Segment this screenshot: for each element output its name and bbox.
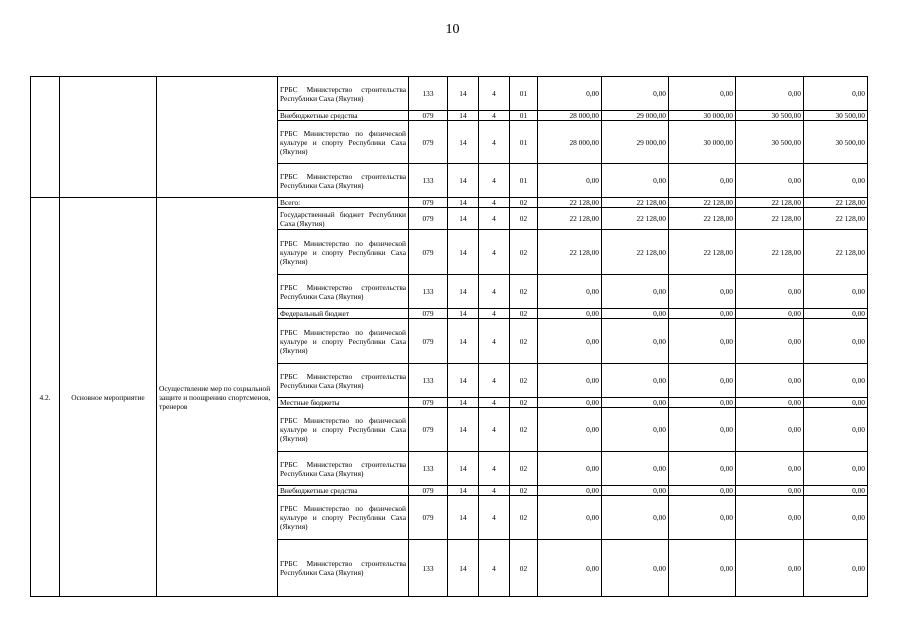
amount-cell: 0,00 [736, 486, 804, 496]
section-code-cell: 14 [448, 198, 479, 208]
amount-cell: 30 000,00 [669, 121, 736, 164]
subsection-code-cell: 4 [479, 398, 510, 408]
subsection-code-cell: 4 [479, 408, 510, 452]
amount-cell: 0,00 [669, 77, 736, 111]
amount-cell: 0,00 [669, 309, 736, 319]
subsection-code-cell: 4 [479, 77, 510, 111]
amount-cell: 22 128,00 [602, 198, 669, 208]
funding-source-cell: ГРБС Министерство по физической культуре и спорту Республики Саха (Якутия) [278, 408, 409, 452]
amount-cell: 0,00 [669, 452, 736, 486]
item-number-cell: 4.2. [31, 198, 60, 597]
amount-cell: 0,00 [804, 164, 868, 198]
grbs-code-cell: 079 [409, 398, 448, 408]
grbs-code-cell: 079 [409, 230, 448, 275]
amount-cell: 0,00 [804, 540, 868, 597]
section-code-cell: 14 [448, 230, 479, 275]
grbs-code-cell: 133 [409, 77, 448, 111]
item-code-cell: 02 [510, 540, 538, 597]
amount-cell: 0,00 [804, 452, 868, 486]
amount-cell: 0,00 [538, 398, 602, 408]
amount-cell: 0,00 [804, 309, 868, 319]
amount-cell: 22 128,00 [538, 208, 602, 230]
amount-cell: 30 500,00 [804, 121, 868, 164]
amount-cell: 0,00 [538, 486, 602, 496]
subsection-code-cell: 4 [479, 111, 510, 121]
item-code-cell: 02 [510, 230, 538, 275]
grbs-code-cell: 079 [409, 198, 448, 208]
section-code-cell: 14 [448, 111, 479, 121]
amount-cell: 0,00 [804, 275, 868, 309]
amount-cell: 22 128,00 [669, 208, 736, 230]
section-code-cell: 14 [448, 486, 479, 496]
subsection-code-cell: 4 [479, 198, 510, 208]
amount-cell: 0,00 [602, 77, 669, 111]
amount-cell: 0,00 [538, 540, 602, 597]
amount-cell: 0,00 [669, 275, 736, 309]
amount-cell: 0,00 [669, 319, 736, 364]
amount-cell: 0,00 [736, 319, 804, 364]
funding-source-cell: ГРБС Министерство по физической культуре и спорту Республики Саха (Якутия) [278, 121, 409, 164]
amount-cell: 0,00 [602, 275, 669, 309]
amount-cell: 0,00 [669, 540, 736, 597]
grbs-code-cell: 079 [409, 408, 448, 452]
amount-cell: 0,00 [538, 309, 602, 319]
amount-cell: 0,00 [804, 486, 868, 496]
grbs-code-cell: 079 [409, 309, 448, 319]
amount-cell: 0,00 [736, 77, 804, 111]
amount-cell: 22 128,00 [669, 230, 736, 275]
funding-source-cell: ГРБС Министерство строительства Республики Саха (Якутия) [278, 364, 409, 398]
page-number: 10 [445, 22, 460, 37]
funding-source-cell: Всего: [278, 198, 409, 208]
amount-cell: 0,00 [736, 408, 804, 452]
amount-cell: 28 000,00 [538, 111, 602, 121]
amount-cell: 22 128,00 [804, 208, 868, 230]
section-code-cell: 14 [448, 121, 479, 164]
funding-source-cell: ГРБС Министерство строительства Республики Саха (Якутия) [278, 164, 409, 198]
item-type-cell [60, 77, 157, 198]
item-code-cell: 02 [510, 452, 538, 486]
amount-cell: 0,00 [538, 408, 602, 452]
amount-cell: 0,00 [602, 309, 669, 319]
amount-cell: 22 128,00 [538, 198, 602, 208]
amount-cell: 0,00 [804, 408, 868, 452]
subsection-code-cell: 4 [479, 319, 510, 364]
item-name-cell [157, 77, 278, 198]
funding-source-cell: ГРБС Министерство строительства Республики Саха (Якутия) [278, 77, 409, 111]
amount-cell: 0,00 [736, 275, 804, 309]
table-body-group-b [31, 198, 868, 597]
funding-source-cell: Государственный бюджет Республики Саха (Якутия) [278, 208, 409, 230]
section-code-cell: 14 [448, 408, 479, 452]
funding-source-cell: Федеральный бюджет [278, 309, 409, 319]
amount-cell: 0,00 [538, 452, 602, 486]
amount-cell: 0,00 [804, 364, 868, 398]
item-code-cell: 01 [510, 111, 538, 121]
amount-cell: 22 128,00 [602, 208, 669, 230]
funding-source-cell: ГРБС Министерство по физической культуре и спорту Республики Саха (Якутия) [278, 496, 409, 540]
subsection-code-cell: 4 [479, 486, 510, 496]
amount-cell: 0,00 [669, 496, 736, 540]
amount-cell: 28 000,00 [538, 121, 602, 164]
grbs-code-cell: 133 [409, 164, 448, 198]
amount-cell: 0,00 [538, 77, 602, 111]
amount-cell: 0,00 [736, 364, 804, 398]
amount-cell: 0,00 [602, 496, 669, 540]
item-code-cell: 01 [510, 77, 538, 111]
item-code-cell: 02 [510, 275, 538, 309]
section-code-cell: 14 [448, 364, 479, 398]
subsection-code-cell: 4 [479, 230, 510, 275]
item-code-cell: 02 [510, 364, 538, 398]
amount-cell: 0,00 [736, 540, 804, 597]
amount-cell: 22 128,00 [804, 230, 868, 275]
subsection-code-cell: 4 [479, 208, 510, 230]
item-code-cell: 02 [510, 486, 538, 496]
section-code-cell: 14 [448, 540, 479, 597]
amount-cell: 0,00 [804, 77, 868, 111]
amount-cell: 0,00 [602, 452, 669, 486]
amount-cell: 0,00 [538, 275, 602, 309]
amount-cell: 22 128,00 [669, 198, 736, 208]
amount-cell: 0,00 [602, 408, 669, 452]
funding-source-cell: Местные бюджеты [278, 398, 409, 408]
item-name-cell: Осуществление мер по социальной защите и поощрению спортсменов, тренеров [157, 198, 278, 597]
amount-cell: 0,00 [736, 309, 804, 319]
amount-cell: 0,00 [804, 496, 868, 540]
table-row [31, 77, 868, 111]
amount-cell: 22 128,00 [736, 230, 804, 275]
section-code-cell: 14 [448, 77, 479, 111]
amount-cell: 0,00 [669, 364, 736, 398]
section-code-cell: 14 [448, 164, 479, 198]
amount-cell: 0,00 [602, 486, 669, 496]
section-code-cell: 14 [448, 496, 479, 540]
subsection-code-cell: 4 [479, 309, 510, 319]
funding-source-cell: ГРБС Министерство по физической культуре и спорту Республики Саха (Якутия) [278, 230, 409, 275]
section-code-cell: 14 [448, 319, 479, 364]
item-code-cell: 02 [510, 198, 538, 208]
section-code-cell: 14 [448, 275, 479, 309]
section-code-cell: 14 [448, 452, 479, 486]
section-code-cell: 14 [448, 208, 479, 230]
amount-cell: 0,00 [602, 364, 669, 398]
amount-cell: 0,00 [602, 164, 669, 198]
amount-cell: 30 500,00 [804, 111, 868, 121]
amount-cell: 0,00 [736, 164, 804, 198]
grbs-code-cell: 079 [409, 208, 448, 230]
subsection-code-cell: 4 [479, 164, 510, 198]
amount-cell: 30 000,00 [669, 111, 736, 121]
amount-cell: 29 000,00 [602, 121, 669, 164]
funding-source-cell: ГРБС Министерство строительства Республики Саха (Якутия) [278, 540, 409, 597]
amount-cell: 0,00 [602, 540, 669, 597]
amount-cell: 22 128,00 [736, 208, 804, 230]
grbs-code-cell: 133 [409, 452, 448, 486]
item-code-cell: 02 [510, 319, 538, 364]
amount-cell: 22 128,00 [736, 198, 804, 208]
subsection-code-cell: 4 [479, 121, 510, 164]
amount-cell: 30 500,00 [736, 111, 804, 121]
funding-source-cell: Внебюджетные средства [278, 111, 409, 121]
grbs-code-cell: 133 [409, 540, 448, 597]
grbs-code-cell: 133 [409, 275, 448, 309]
item-code-cell: 01 [510, 121, 538, 164]
item-code-cell: 02 [510, 208, 538, 230]
amount-cell: 0,00 [538, 496, 602, 540]
item-type-cell: Основное мероприятие [60, 198, 157, 597]
subsection-code-cell: 4 [479, 496, 510, 540]
amount-cell: 0,00 [669, 398, 736, 408]
table-body-group-a [31, 77, 868, 198]
grbs-code-cell: 079 [409, 486, 448, 496]
subsection-code-cell: 4 [479, 275, 510, 309]
subsection-code-cell: 4 [479, 452, 510, 486]
budget-table [30, 76, 868, 597]
section-code-cell: 14 [448, 398, 479, 408]
grbs-code-cell: 079 [409, 319, 448, 364]
amount-cell: 0,00 [538, 364, 602, 398]
grbs-code-cell: 079 [409, 121, 448, 164]
item-number-cell [31, 77, 60, 198]
section-code-cell: 14 [448, 309, 479, 319]
item-code-cell: 01 [510, 164, 538, 198]
amount-cell: 0,00 [804, 398, 868, 408]
grbs-code-cell: 133 [409, 364, 448, 398]
amount-cell: 0,00 [602, 398, 669, 408]
grbs-code-cell: 079 [409, 496, 448, 540]
subsection-code-cell: 4 [479, 540, 510, 597]
funding-source-cell: ГРБС Министерство строительства Республики Саха (Якутия) [278, 452, 409, 486]
amount-cell: 0,00 [736, 398, 804, 408]
grbs-code-cell: 079 [409, 111, 448, 121]
amount-cell: 22 128,00 [538, 230, 602, 275]
amount-cell: 0,00 [736, 452, 804, 486]
item-code-cell: 02 [510, 398, 538, 408]
amount-cell: 30 500,00 [736, 121, 804, 164]
amount-cell: 0,00 [669, 164, 736, 198]
amount-cell: 22 128,00 [602, 230, 669, 275]
amount-cell: 29 000,00 [602, 111, 669, 121]
amount-cell: 22 128,00 [804, 198, 868, 208]
amount-cell: 0,00 [669, 486, 736, 496]
amount-cell: 0,00 [538, 164, 602, 198]
table-row [31, 198, 868, 208]
amount-cell: 0,00 [736, 496, 804, 540]
amount-cell: 0,00 [602, 319, 669, 364]
amount-cell: 0,00 [538, 319, 602, 364]
subsection-code-cell: 4 [479, 364, 510, 398]
amount-cell: 0,00 [669, 408, 736, 452]
item-code-cell: 02 [510, 309, 538, 319]
item-code-cell: 02 [510, 496, 538, 540]
amount-cell: 0,00 [804, 319, 868, 364]
funding-source-cell: ГРБС Министерство по физической культуре и спорту Республики Саха (Якутия) [278, 319, 409, 364]
item-code-cell: 02 [510, 408, 538, 452]
funding-source-cell: Внебюджетные средства [278, 486, 409, 496]
funding-source-cell: ГРБС Министерство строительства Республики Саха (Якутия) [278, 275, 409, 309]
